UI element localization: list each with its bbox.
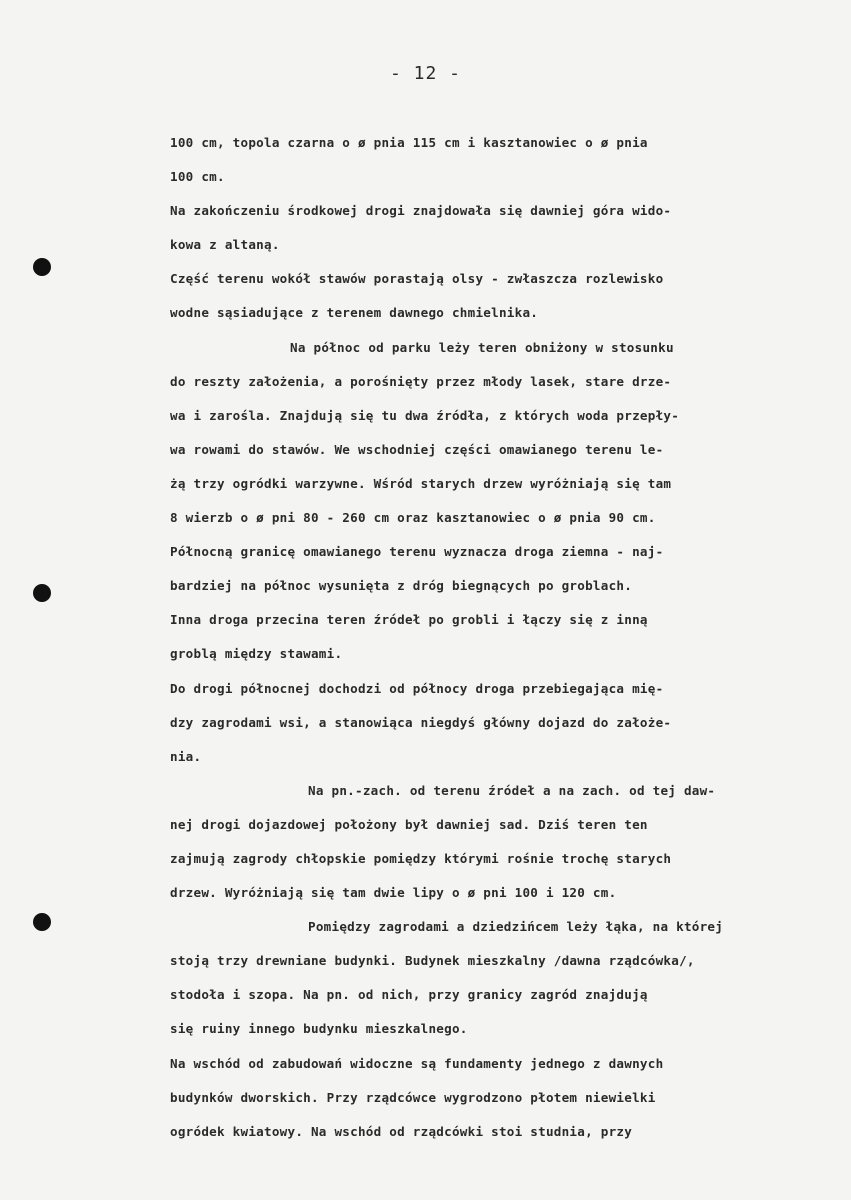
text-line: nej drogi dojazdowej położony był dawniej sad. Dziś teren ten bbox=[170, 816, 648, 832]
text-line: się ruiny innego budynku mieszkalnego. bbox=[170, 1021, 468, 1037]
text-line: wa rowami do stawów. We wschodniej części omawianego terenu le- bbox=[170, 441, 664, 457]
text-line: Pomiędzy zagrodami a dziedzińcem leży łąka, na której bbox=[308, 919, 724, 935]
text-line: Część terenu wokół stawów porastają olsy - zwłaszcza rozlewisko bbox=[170, 271, 664, 287]
text-line: wodne sąsiadujące z terenem dawnego chmielnika. bbox=[170, 305, 539, 321]
text-line: Na północ od parku leży teren obniżony w stosunku bbox=[290, 339, 674, 355]
punch-hole-middle bbox=[33, 584, 51, 602]
text-line: kowa z altaną. bbox=[170, 237, 280, 253]
text-line: Na zakończeniu środkowej drogi znajdowała się dawniej góra wido- bbox=[170, 203, 672, 219]
text-line: Do drogi północnej dochodzi od północy droga przebiegająca mię- bbox=[170, 680, 664, 696]
text-line: zajmują zagrody chłopskie pomiędzy którymi rośnie trochę starych bbox=[170, 850, 672, 866]
text-line: drzew. Wyróżniają się tam dwie lipy o ø pni 100 i 120 cm. bbox=[170, 885, 617, 901]
text-line: nia. bbox=[170, 748, 202, 764]
text-line: stodoła i szopa. Na pn. od nich, przy granicy zagród znajdują bbox=[170, 987, 648, 1003]
text-line: budynków dworskich. Przy rządcówce wygrodzono płotem niewielki bbox=[170, 1089, 656, 1105]
text-line: 100 cm, topola czarna o ø pnia 115 cm i kasztanowiec o ø pnia bbox=[170, 135, 648, 150]
text-line: Inna droga przecina teren źródeł po grobli i łączy się z inną bbox=[170, 612, 648, 628]
page-number: - 12 - bbox=[389, 63, 462, 84]
text-line: Północną granicę omawianego terenu wyznacza droga ziemna - naj- bbox=[170, 544, 664, 560]
text-line: żą trzy ogródki warzywne. Wśród starych drzew wyróżniają się tam bbox=[170, 475, 672, 491]
typed-text-body bbox=[170, 130, 850, 1153]
text-line: ogródek kwiatowy. Na wschód od rządcówki stoi studnia, przy bbox=[170, 1123, 633, 1139]
text-line: do reszty założenia, a porośnięty przez młody lasek, stare drze- bbox=[170, 373, 672, 389]
text-line: Na pn.-zach. od terenu źródeł a na zach. od tej daw- bbox=[308, 782, 716, 798]
text-line: bardziej na północ wysunięta z dróg biegnących po groblach. bbox=[170, 578, 633, 594]
text-line: dzy zagrodami wsi, a stanowiąca niegdyś główny dojazd do założe- bbox=[170, 714, 672, 730]
punch-hole-top bbox=[33, 258, 51, 276]
text-line: Na wschód od zabudowań widoczne są fundamenty jednego z dawnych bbox=[170, 1055, 664, 1071]
text-line: stoją trzy drewniane budynki. Budynek mieszkalny /dawna rządcówka/, bbox=[170, 953, 695, 969]
text-line: groblą między stawami. bbox=[170, 646, 343, 662]
text-line: 100 cm. bbox=[170, 169, 225, 185]
text-line: wa i zarośla. Znajdują się tu dwa źródła, z których woda przepły- bbox=[170, 407, 680, 423]
text-line: 8 wierzb o ø pni 80 - 260 cm oraz kasztanowiec o ø pnia 90 cm. bbox=[170, 510, 656, 526]
punch-hole-bottom bbox=[33, 913, 51, 931]
